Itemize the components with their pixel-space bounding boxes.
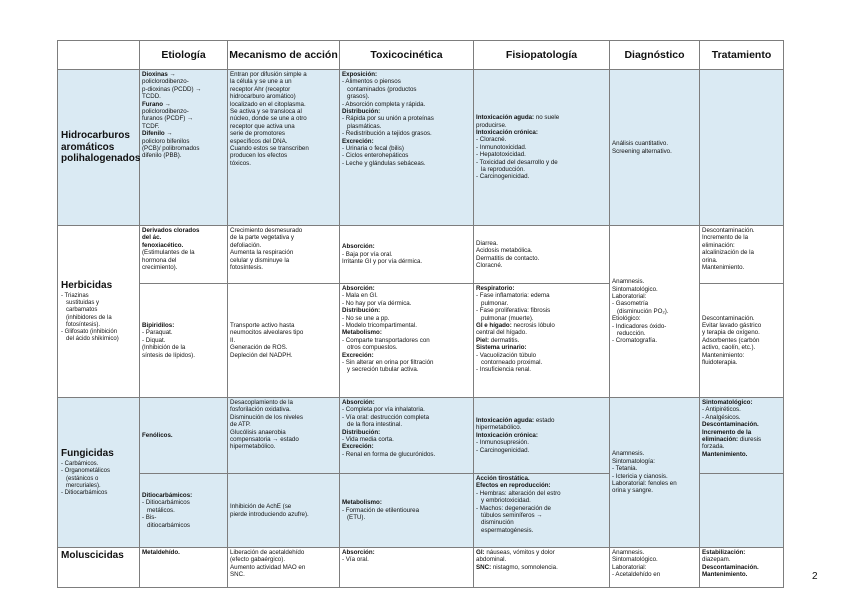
cell-line: GI: náuseas, vómitos y dolor [476, 549, 555, 556]
cell-line: Transporte activo hasta [230, 321, 295, 329]
cell-line: núcleo, donde se une a otro [230, 115, 307, 123]
cell-etiologia [140, 284, 228, 398]
cell-line: - Vía oral: destrucción completa [342, 413, 430, 421]
cell-line: Inhibición de AchE (se [230, 503, 292, 511]
cell-line: activo, caolín, etc.). [702, 344, 756, 352]
cell-line: Acidosis metabólica. [476, 247, 533, 255]
cell-line: - Fase proliferativa: fibrosis [476, 307, 551, 315]
cell-line: Sistema urinario: [476, 344, 527, 352]
cell-toxicocinetica [340, 474, 474, 548]
cell-mecanismo [228, 548, 340, 588]
cell-line: Mantenimiento. [702, 450, 748, 458]
cell-mecanismo [228, 70, 340, 226]
cell-line: - Cloracné. [476, 136, 507, 144]
cell-line: Distribución: [342, 108, 381, 116]
cell-line: la célula y se une a un [230, 78, 292, 86]
cell-line: receptor que activa una [230, 122, 295, 130]
cell-line: - Inmunotoxicidad. [476, 143, 527, 151]
cell-line: celular y disminuye la [230, 256, 290, 264]
cell-line: fosforilación oxidativa. [230, 406, 291, 414]
cell-line: - Alimentos o piensos [342, 78, 401, 86]
cell-line: - Redistribución a tejidos grasos. [342, 130, 432, 138]
toxicology-table [57, 40, 784, 588]
cell-line: de la flora intestinal. [347, 421, 403, 429]
cell-line: Sintomatológico: [702, 399, 753, 406]
cell-line: Fenólicos. [142, 431, 173, 439]
cell-mecanismo [228, 226, 340, 284]
cell-tratamiento [700, 70, 784, 226]
cell-line: y terapia de oxígeno. [702, 329, 760, 337]
cell-line: Excreción: [342, 443, 374, 451]
cell-line: de la parte vegetativa y [230, 234, 294, 242]
cell-line: Absorción: [342, 243, 375, 251]
cell-line: contorneado proximal. [481, 359, 543, 367]
cell-line: compensatoria → estado [230, 436, 299, 444]
cell-line: - Carcinogenicidad. [476, 173, 530, 181]
cell-line: Metabolismo: [342, 499, 382, 507]
cell-line: - Ictericia y cianosis. [612, 472, 668, 480]
cell-line: ditiocarbámicos [147, 521, 190, 529]
cell-line: - Triazinas [61, 293, 89, 300]
cell-line: - Vida media corta. [342, 436, 394, 444]
cell-line: TCDF. [142, 122, 160, 130]
cell-line: Aumento actividad MAO en [230, 563, 306, 571]
cell-line: Derivados clorados [142, 227, 200, 234]
cell-line: Sintomatológico. [612, 556, 658, 564]
cell-line: sustituidas y [66, 300, 100, 307]
cell-line: Diarrea. [476, 239, 499, 247]
cell-line: de ATP. [230, 421, 251, 429]
cell-line: - Gasometría [612, 300, 649, 308]
cell-line: fotosíntesis. [230, 264, 264, 272]
cell-line: - Completa por vía inhalatoria. [342, 406, 425, 414]
cell-line: Exposición: [342, 71, 378, 78]
cell-line: - Mala en GI. [342, 292, 378, 300]
cell-line: defoliación. [230, 241, 262, 249]
cell-line: Dermatitis de contacto. [476, 254, 540, 262]
cell-line: Intoxicación aguda: estado [476, 416, 555, 424]
cell-line: Furano → [142, 100, 171, 108]
cell-line: la reproducción. [481, 166, 526, 174]
cell-line: Etiológico: [612, 315, 641, 323]
header-diagnostico: Diagnóstico [610, 41, 700, 70]
cell-line: grasos). [347, 93, 370, 101]
cell-line: - Ditiocarbámicos [61, 490, 108, 497]
header-tratamiento: Tratamiento [700, 41, 784, 70]
cell-line: Intoxicación crónica: [476, 128, 538, 136]
cell-line: Mantenimiento. [702, 571, 748, 579]
cell-etiologia [140, 548, 228, 588]
cell-line: - Hepatotoxicidad. [476, 151, 526, 159]
cell-line: - Renal en forma de glucurónidos. [342, 450, 436, 458]
cell-line: disminución [481, 519, 514, 527]
cell-line: (ETU). [347, 514, 366, 522]
cell-line: del ác. [142, 234, 162, 242]
category-moluscicidas: Moluscicidas [58, 548, 140, 588]
cell-tratamiento [700, 548, 784, 588]
cell-line: Laboratorial: [612, 292, 647, 300]
cell-line: tóxicos. [230, 159, 251, 167]
cell-line: Intoxicación aguda: no suele [476, 114, 560, 122]
category-herbicidas [58, 226, 140, 398]
row-herbicidas-1 [58, 226, 784, 284]
cell-line: y secreción tubular activa. [347, 366, 419, 374]
cell-line: fenoxiacético. [142, 241, 184, 249]
cell-mecanismo [228, 284, 340, 398]
cell-line: localizado en el citoplasma. [230, 100, 306, 108]
cell-line: Incremento de la [702, 428, 752, 436]
cell-line: metálicos. [147, 506, 175, 514]
cell-line: pulmonar (muerte). [481, 314, 534, 322]
cell-line: fluidoterapia. [702, 359, 738, 367]
cell-line: Depleción del NADPH. [230, 351, 293, 359]
cell-line: Mantenimiento: [702, 351, 745, 359]
cell-line: Difenilo → [142, 130, 173, 138]
cell-tratamiento [700, 226, 784, 284]
cell-line: serie de promotores [230, 130, 286, 138]
cell-line: Sintomatología: [612, 457, 655, 465]
cell-line: Laboratorial: fenoles en [612, 479, 677, 487]
cell-line: contaminados (productos [347, 85, 417, 93]
cell-line: Adsorbentes (carbón [702, 336, 760, 344]
cell-mecanismo [228, 474, 340, 548]
header-fisiopatologia: Fisiopatología [474, 41, 610, 70]
cell-line: p-dioxinas (PCDD) → [142, 85, 202, 93]
cell-line: Entran por difusión simple a [230, 71, 307, 78]
cell-fisiopatologia [474, 398, 610, 474]
cell-line: - Diquat. [142, 336, 166, 344]
cell-line: - Fase inflamatoria: edema [476, 292, 550, 300]
cell-line: diazepam. [702, 556, 731, 564]
cell-line: - Vía oral. [342, 556, 369, 564]
cell-toxicocinetica [340, 70, 474, 226]
cell-line: crecimiento). [142, 264, 178, 272]
cell-line: GI e hígado: necrosis lóbulo [476, 322, 555, 330]
cell-line: Descontaminación. [702, 314, 755, 322]
cell-line: otros compuestos. [347, 344, 398, 352]
cell-line: Bipiridilos: [142, 321, 175, 329]
cell-line: policloro bifenilos [142, 137, 190, 145]
header-empty [58, 41, 140, 70]
cell-line: Evitar lavado gástrico [702, 321, 762, 329]
cell-line: Irritante GI y por vía dérmica. [342, 258, 423, 266]
cell-line: Metabolismo: [342, 329, 382, 337]
cell-line: Anamnesis. [612, 549, 645, 556]
cell-line: Generación de ROS. [230, 344, 288, 352]
header-mecanismo: Mecanismo de acción [228, 41, 340, 70]
cell-line: - Carcinogenicidad. [476, 446, 530, 454]
cell-line: difenilo (PBB). [142, 152, 182, 160]
cell-fisiopatologia [474, 548, 610, 588]
cell-line: Estabilización: [702, 549, 746, 556]
cell-diagnostico [610, 548, 700, 588]
cell-line: Ditiocarbámicos: [142, 491, 193, 499]
cell-fisiopatologia [474, 474, 610, 548]
cell-line: del ácido shikímico) [66, 336, 119, 343]
cell-line: (disminución PO₂). [617, 307, 669, 315]
cell-etiologia [140, 226, 228, 284]
cell-line: policlorodibenzo- [142, 78, 189, 86]
cell-line: - Acetaldehído en [612, 571, 661, 579]
cell-line: - Cromatografía. [612, 337, 658, 345]
row-hidrocarburos [58, 70, 784, 226]
cell-line: Aumenta la respiración [230, 249, 294, 257]
cell-line: hidrocarburo aromático) [230, 93, 296, 101]
cell-line: - Bis- [142, 514, 157, 522]
cell-line: - Hembras: alteración del estro [476, 489, 561, 497]
cell-line: Anamnesis. [612, 278, 645, 286]
cell-line: hipermetabólico. [476, 424, 522, 432]
cell-line: Piel: dermatitis. [476, 336, 520, 344]
cell-line: - Rápida por su unión a proteínas [342, 115, 434, 123]
category-fungicidas [58, 398, 140, 548]
cell-tratamiento [700, 398, 784, 474]
cell-line: Liberación de acetaldehído [230, 549, 305, 556]
cell-line: - Carbámicos. [61, 461, 99, 468]
cell-line: síntesis de lípidos). [142, 351, 195, 359]
cell-toxicocinetica [340, 284, 474, 398]
cell-etiologia [140, 474, 228, 548]
row-fungicidas-1 [58, 398, 784, 474]
cell-etiologia [140, 398, 228, 474]
cell-line: - Modelo tricompartimental. [342, 322, 417, 330]
cell-line: fotosíntesis). [66, 321, 101, 328]
cell-line: - Ditiocarbámicos [142, 499, 190, 507]
cell-line: - Tetania. [612, 465, 638, 473]
cell-line: específicos del DNA. [230, 137, 288, 145]
cell-line: Laboratorial: [612, 563, 647, 571]
category-subitems [61, 293, 136, 343]
cell-line: Distribución: [342, 428, 381, 436]
cell-line: reducción. [617, 330, 646, 338]
cell-line: - Ciclos enterohepáticos [342, 152, 409, 160]
cell-line: furanos (PCDF) → [142, 115, 194, 123]
cell-line: Se activa y se transloca al [230, 108, 302, 116]
cell-line: - Insuficiencia renal. [476, 366, 532, 374]
cell-line: - Formación de etilentiourea [342, 506, 420, 514]
cell-line: Distribución: [342, 307, 381, 315]
cell-mecanismo [228, 398, 340, 474]
cell-line: - Glifosato (inhibición [61, 329, 118, 336]
cell-line: Glucólisis anaerobia [230, 428, 286, 436]
cell-line: - Comparte transportadores con [342, 336, 430, 344]
cell-line: (PCB)/ polibromados [142, 145, 200, 153]
cell-line: SNC. [230, 571, 245, 579]
category-title: Fungicidas [61, 447, 114, 459]
cell-line: pierde introduciendo azufre). [230, 510, 309, 518]
cell-line: Descontaminación. [702, 421, 759, 429]
cell-line: Respiratorio: [476, 285, 515, 292]
cell-line: producirse. [476, 121, 507, 129]
cell-line: Descontaminación. [702, 227, 755, 234]
cell-line: espermatogénesis. [481, 526, 534, 534]
page-number: 2 [812, 571, 818, 582]
cell-line: producen los efectos [230, 152, 288, 160]
cell-line: - Inmunosupresión. [476, 439, 529, 447]
cell-line: hipermetabólico. [230, 443, 276, 451]
cell-line: Anamnesis. [612, 450, 645, 458]
cell-line: SNC: nistagmo, somnolencia. [476, 563, 558, 571]
cell-line: Cuando estos se transcriben [230, 145, 309, 153]
cell-line: receptor Ahr (receptor [230, 85, 291, 93]
cell-line: Excreción: [342, 351, 374, 359]
cell-toxicocinetica [340, 548, 474, 588]
cell-line: Desacoplamiento de la [230, 399, 293, 406]
cell-line: - Absorción completa y rápida. [342, 100, 426, 108]
cell-line: mercuriales). [66, 482, 101, 489]
cell-line: orina y sangre. [612, 487, 653, 495]
header-etiologia: Etiología [140, 41, 228, 70]
cell-fisiopatologia [474, 226, 610, 284]
cell-line: - Toxicidad del desarrollo y de [476, 158, 558, 166]
cell-line: policlorodibenzo- [142, 108, 189, 116]
cell-line: Incremento de la [702, 234, 749, 242]
cell-line: neumocitos alveolares tipo [230, 329, 304, 337]
cell-tratamiento [700, 474, 784, 548]
cell-line: central del hígado. [476, 329, 527, 337]
cell-line: pulmonar. [481, 299, 509, 307]
cell-line: Análisis cuantitativo. [612, 140, 669, 148]
cell-line: Screening alternativo. [612, 147, 672, 155]
row-moluscicidas [58, 548, 784, 588]
cell-line: II. [230, 336, 236, 344]
cell-line: Absorción: [342, 399, 375, 406]
header-row [58, 41, 784, 70]
category-subitems [61, 461, 136, 497]
cell-line: eliminación: diuresis [702, 436, 762, 444]
cell-line: - Baja por vía oral. [342, 250, 393, 258]
header-toxicocinetica: Toxicocinética [340, 41, 474, 70]
cell-line: hormona del [142, 256, 177, 264]
cell-line: TCDD. [142, 93, 161, 101]
cell-line: Disminución de los niveles [230, 413, 303, 421]
cell-diagnostico [610, 398, 700, 548]
cell-line: - Antipiréticos. [702, 406, 741, 414]
cell-line: - Indicadores óxido- [612, 322, 667, 330]
category-hidrocarburos: Hidrocarburos aromáticos polihalogenados [58, 70, 140, 226]
category-title: Herbicidas [61, 279, 113, 291]
cell-line: Acción tirostática. [476, 475, 530, 482]
cell-diagnostico [610, 70, 700, 226]
cell-line: - Sin alterar en orina por filtración [342, 359, 434, 367]
cell-line: Absorción: [342, 549, 375, 556]
cell-line: Excreción: [342, 137, 374, 145]
cell-line: carbamatos [66, 307, 98, 314]
cell-line: Descontaminación. [702, 563, 759, 571]
cell-line: - Leche y glándulas sebáceas. [342, 159, 426, 167]
cell-line: - Paraquat. [142, 329, 173, 337]
cell-line: Absorción: [342, 285, 375, 292]
cell-line: y embriotoxicidad. [481, 497, 531, 505]
cell-line: - No se une a pp. [342, 314, 390, 322]
cell-line: - Urinaria o fecal (bilis) [342, 145, 404, 153]
cell-line: - Vacuolización túbulo [476, 351, 537, 359]
cell-line: plasmáticas. [347, 122, 382, 130]
cell-line: forzada. [702, 443, 725, 451]
cell-line: (efecto gabaérgico). [230, 556, 286, 564]
cell-line: Dioxinas → [142, 71, 176, 78]
cell-line: - Analgésicos. [702, 413, 741, 421]
cell-line: - Machos: degeneración de [476, 504, 551, 512]
cell-line: Sintomatológico. [612, 285, 658, 293]
cell-line: eliminación: [702, 241, 735, 249]
cell-line: Cloracné. [476, 261, 503, 269]
cell-line: alcalinización de la [702, 249, 754, 257]
cell-line: abdominal. [476, 556, 507, 564]
cell-line: - Organometálicos [61, 468, 111, 475]
cell-line: Crecimiento desmesurado [230, 227, 303, 234]
cell-line: Metaldehído. [142, 549, 180, 556]
cell-line: Efectos en reproducción: [476, 482, 551, 490]
cell-line: (Estimulantes de la [142, 249, 195, 257]
cell-line: orina. [702, 256, 718, 264]
cell-line: - No hay por vía dérmica. [342, 299, 412, 307]
cell-line: (Inhibición de la [142, 344, 186, 352]
cell-line: Intoxicación crónica: [476, 431, 538, 439]
cell-fisiopatologia [474, 284, 610, 398]
cell-fisiopatologia [474, 70, 610, 226]
cell-tratamiento [700, 284, 784, 398]
cell-line: (inhibidores de la [66, 314, 112, 321]
cell-line: Mantenimiento. [702, 264, 745, 272]
cell-diagnostico [610, 226, 700, 398]
cell-toxicocinetica [340, 398, 474, 474]
cell-line: (estánicos o [66, 475, 99, 482]
cell-etiologia [140, 70, 228, 226]
cell-line: túbulos seminíferos → [481, 512, 543, 520]
cell-toxicocinetica [340, 226, 474, 284]
